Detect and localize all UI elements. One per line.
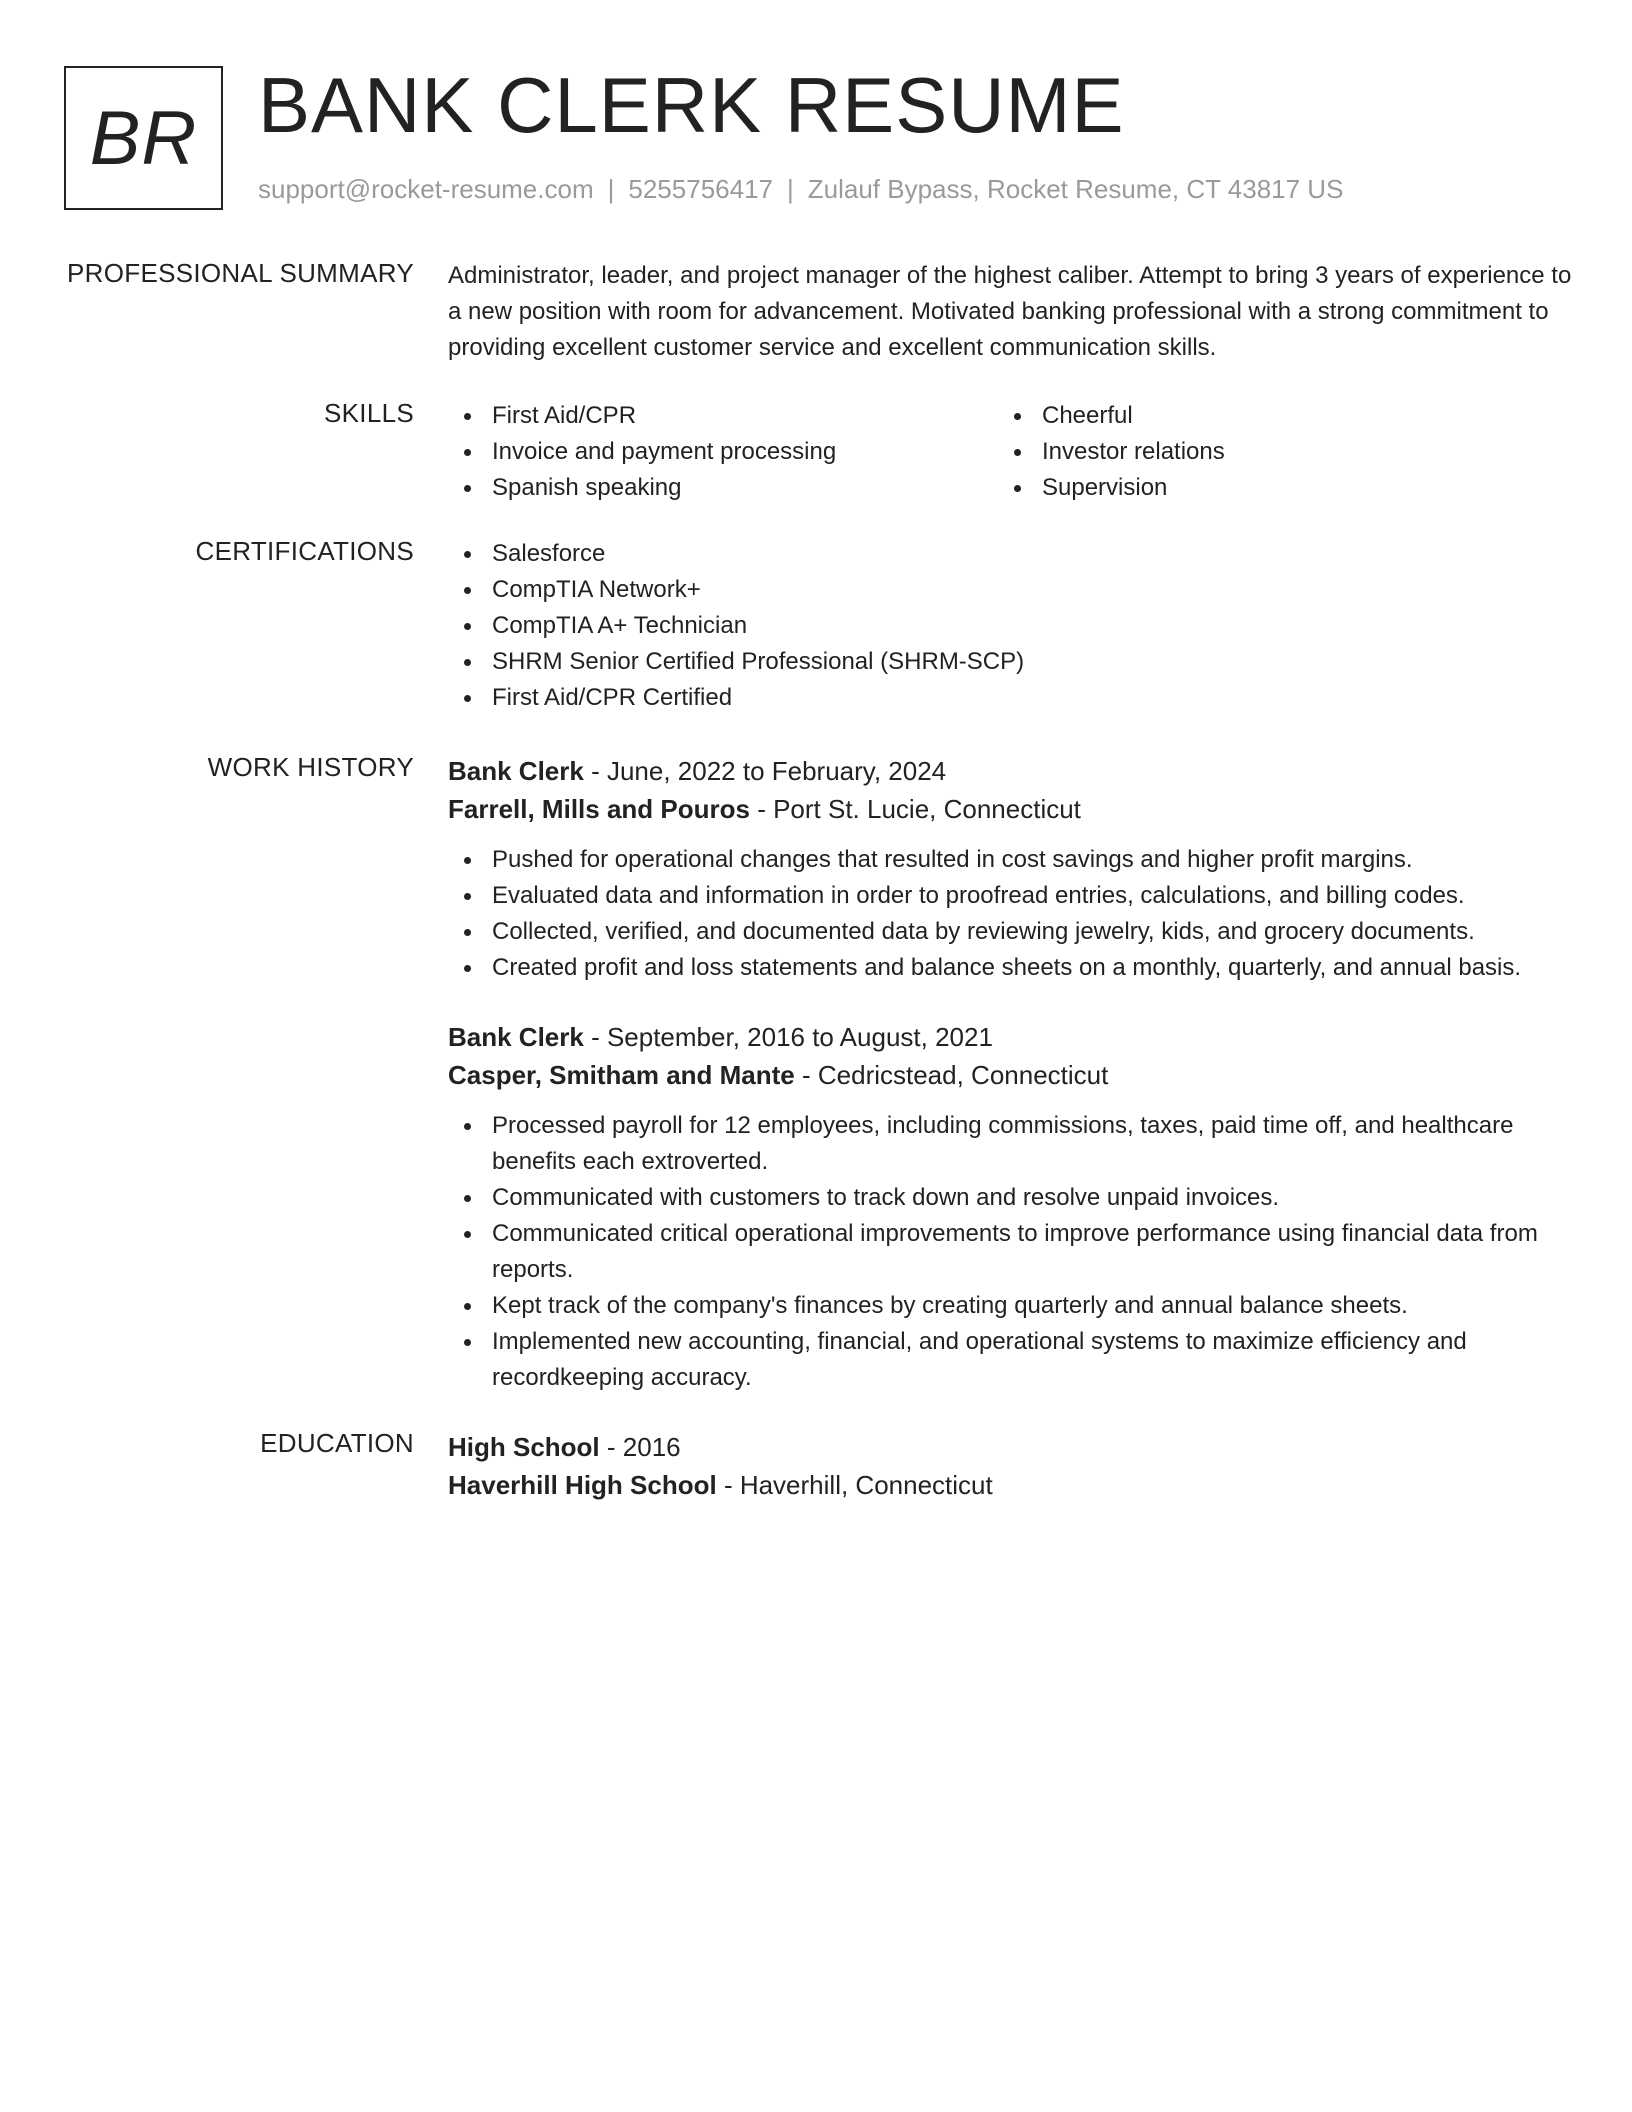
summary-body xyxy=(448,258,1578,366)
list-item: Communicated with customers to track down and resolve unpaid invoices. xyxy=(448,1180,1578,1216)
list-item: Implemented new accounting, financial, and operational systems to maximize efficiency and recordkeeping accuracy. xyxy=(448,1324,1578,1396)
list-item: Pushed for operational changes that resulted in cost savings and higher profit margins. xyxy=(448,842,1578,878)
job-title-line xyxy=(448,752,1578,790)
section-label-summary: PROFESSIONAL SUMMARY xyxy=(67,258,414,288)
list-item: Invoice and payment processing xyxy=(448,434,998,470)
section-label-skills: SKILLS xyxy=(324,398,414,428)
skills-column-2 xyxy=(998,398,1548,506)
contact-email[interactable]: support@rocket-resume.com xyxy=(258,174,594,204)
list-item: Kept track of the company's finances by creating quarterly and annual balance sheets. xyxy=(448,1288,1578,1324)
job-company: Farrell, Mills and Pouros xyxy=(448,794,750,824)
list-item: Cheerful xyxy=(998,398,1548,434)
list-item: Created profit and loss statements and balance sheets on a monthly, quarterly, and annual basis. xyxy=(448,950,1578,986)
work-history-body xyxy=(448,752,1578,1396)
section-label-certifications: CERTIFICATIONS xyxy=(195,536,414,566)
section-label-work-history: WORK HISTORY xyxy=(207,752,414,782)
education-location: - Haverhill, Connecticut xyxy=(716,1470,993,1500)
skills-grid xyxy=(448,398,1578,506)
contact-address: Zulauf Bypass, Rocket Resume, CT 43817 US xyxy=(807,174,1344,204)
list-item: Investor relations xyxy=(998,434,1548,470)
contact-separator: | xyxy=(787,174,794,204)
job-location: - Cedricstead, Connecticut xyxy=(794,1060,1109,1090)
summary-text: Administrator, leader, and project manager of the highest caliber. Attempt to bring 3 years of experience to a new position with room for advancement. Motivated banking professional with a strong commitment to providing excellent customer service and excellent communication skills. xyxy=(448,262,1572,361)
contact-separator: | xyxy=(607,174,615,204)
list-item: Supervision xyxy=(998,470,1548,506)
list-item: Communicated critical operational improvements to improve performance using financial data from reports. xyxy=(448,1216,1578,1288)
list-item: CompTIA A+ Technician xyxy=(448,608,1578,644)
job-location: - Port St. Lucie, Connecticut xyxy=(749,794,1081,824)
job-entry xyxy=(448,1018,1578,1396)
job-dates: - September, 2016 to August, 2021 xyxy=(583,1022,993,1052)
monogram-logo: BR xyxy=(64,66,223,210)
contact-line xyxy=(258,174,1343,205)
skills-column-1 xyxy=(448,398,998,506)
section-label-education: EDUCATION xyxy=(260,1428,414,1458)
job-title-line xyxy=(448,1018,1578,1056)
list-item: Processed payroll for 12 employees, including commissions, taxes, paid time off, and healthcare benefits each extroverted. xyxy=(448,1108,1578,1180)
page-title: BANK CLERK RESUME xyxy=(258,61,1125,149)
job-title: Bank Clerk xyxy=(448,1022,584,1052)
education-degree-line xyxy=(448,1428,1578,1466)
job-dates: - June, 2022 to February, 2024 xyxy=(583,756,947,786)
education-school-line xyxy=(448,1466,1578,1504)
skills-body xyxy=(448,398,1578,506)
list-item: Spanish speaking xyxy=(448,470,998,506)
job-bullets xyxy=(448,1108,1578,1396)
job-company-line xyxy=(448,790,1578,828)
job-title: Bank Clerk xyxy=(448,756,584,786)
list-item: SHRM Senior Certified Professional (SHRM-SCP) xyxy=(448,644,1578,680)
list-item: First Aid/CPR Certified xyxy=(448,680,1578,716)
list-item: First Aid/CPR xyxy=(448,398,998,434)
list-item: Salesforce xyxy=(448,536,1578,572)
job-bullets xyxy=(448,842,1578,986)
certifications-list xyxy=(448,536,1578,716)
job-company: Casper, Smitham and Mante xyxy=(448,1060,795,1090)
list-item: Evaluated data and information in order to proofread entries, calculations, and billing codes. xyxy=(448,878,1578,914)
education-year: - 2016 xyxy=(599,1432,681,1462)
certifications-body xyxy=(448,536,1578,716)
resume-header xyxy=(64,61,1564,210)
job-entry xyxy=(448,752,1578,986)
list-item: CompTIA Network+ xyxy=(448,572,1578,608)
contact-phone[interactable]: 5255756417 xyxy=(628,174,773,204)
list-item: Collected, verified, and documented data by reviewing jewelry, kids, and grocery documents. xyxy=(448,914,1578,950)
job-company-line xyxy=(448,1056,1578,1094)
education-degree: High School xyxy=(448,1432,600,1462)
education-body xyxy=(448,1428,1578,1504)
education-school: Haverhill High School xyxy=(448,1470,717,1500)
